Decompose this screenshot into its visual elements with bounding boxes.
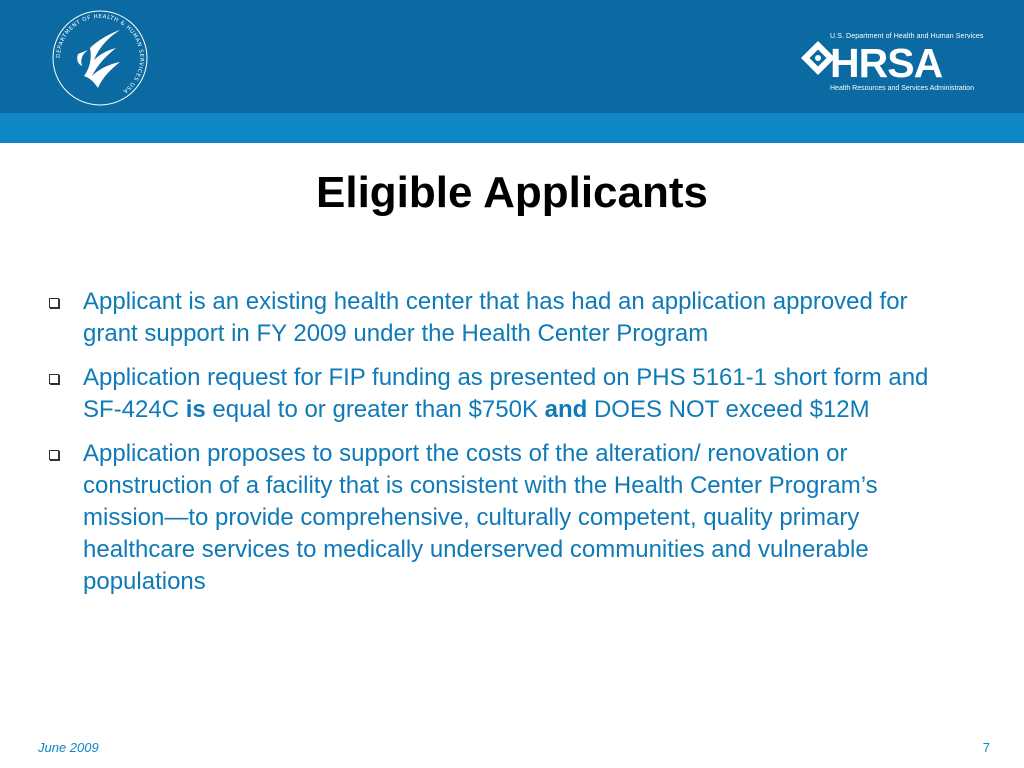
hrsa-department-line: U.S. Department of Health and Human Services: [830, 33, 984, 40]
checkbox-bullet-icon: [49, 450, 59, 460]
seal-text: DEPARTMENT OF HEALTH & HUMAN SERVICES USA: [55, 13, 145, 95]
bullet-text-part: DOES NOT exceed $12M: [587, 396, 870, 423]
hrsa-logo: [800, 28, 990, 98]
footer-date: June 2009: [38, 740, 99, 755]
checkbox-bullet-icon: [49, 374, 59, 384]
bullet-text-part: equal to or greater than $750K: [205, 396, 545, 423]
slide-title: Eligible Applicants: [316, 168, 708, 217]
page-number: 7: [982, 740, 990, 755]
bullet-item-2: [45, 362, 945, 426]
bullet-list: [45, 286, 945, 610]
hhs-eagle-seal-icon: [50, 8, 150, 108]
hrsa-wordmark: HRSA: [830, 40, 943, 86]
bullet-item-1: [45, 286, 945, 350]
hrsa-agency-line: Health Resources and Services Administration: [830, 85, 974, 92]
bullet-bold-text: is: [185, 396, 206, 423]
bullet-text: Applicant is an existing health center that has had an application approved for grant support in FY 2009 under the Health Center Program: [83, 288, 908, 347]
bullet-text-part: Application request for FIP funding as presented on PHS 5161-1 short form and SF-424C: [83, 364, 929, 423]
header-stripe: [0, 113, 1024, 143]
bullet-text: Application proposes to support the costs of the alteration/ renovation or construction of a facility that is consistent with the Health Center Program’s mission—to provide comprehensive, culturally competent, quality primary healthcare services to medically underserved communities and vulnerable populations: [83, 440, 878, 595]
checkbox-bullet-icon: [49, 298, 59, 308]
bullet-bold-text: and: [544, 396, 588, 423]
bullet-item-3: [45, 438, 945, 598]
